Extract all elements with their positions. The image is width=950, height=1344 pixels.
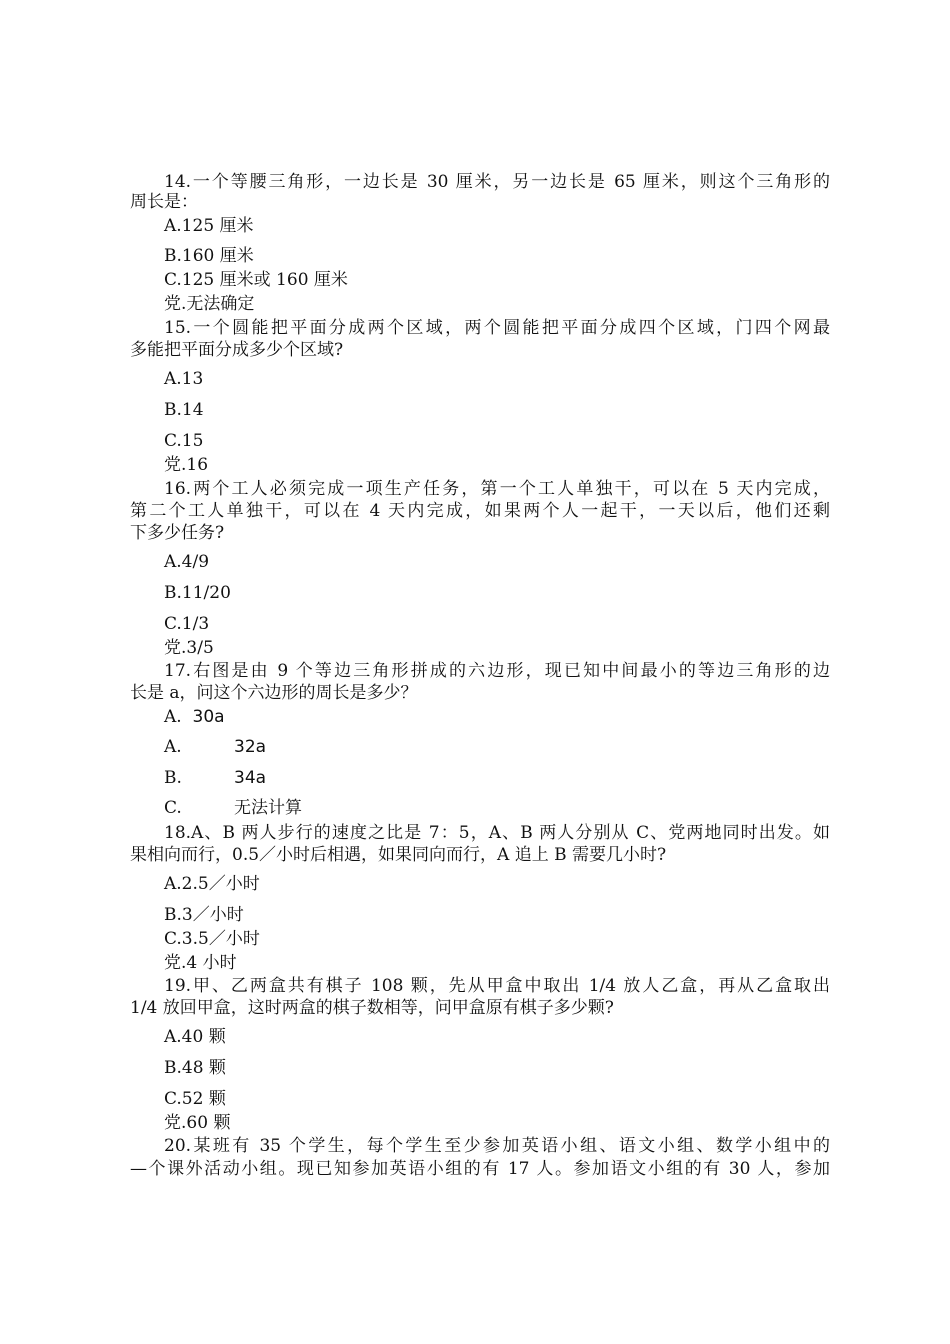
q17-option-3 bbox=[164, 768, 864, 788]
q18-option-b: B.3／小时 bbox=[164, 905, 244, 925]
q15-option-b: B.14 bbox=[164, 400, 204, 420]
q19-line1: 19.甲、乙两盒共有棋子 108 颗，先从甲盒中取出 1/4 放人乙盒，再从乙盒取出 bbox=[164, 976, 830, 996]
q17-option-2-value: 32a bbox=[234, 737, 267, 757]
q14-line2: 周长是： bbox=[130, 192, 198, 212]
q15-line2: 多能把平面分成多少个区域? bbox=[130, 340, 344, 360]
q17-option-4-value: 无法计算 bbox=[234, 798, 302, 818]
q14-option-b: B.160 厘米 bbox=[164, 246, 254, 266]
q14-option-a: A.125 厘米 bbox=[164, 216, 254, 236]
q17-option-1-value: 30a bbox=[192, 707, 225, 727]
q19-option-b: B.48 颗 bbox=[164, 1058, 226, 1078]
q18-option-d: 党.4 小时 bbox=[164, 953, 237, 973]
q19-option-d: 党.60 颗 bbox=[164, 1113, 231, 1133]
q14-option-d: 党.无法确定 bbox=[164, 294, 255, 314]
q20-line2: —个课外活动小组。现已知参加英语小组的有 17 人。参加语文小组的有 30 人，参加 bbox=[130, 1159, 830, 1179]
q14-line1: 14.一个等腰三角形，一边长是 30 厘米，另一边长是 65 厘米，则这个三角形的 bbox=[164, 172, 830, 192]
q14-option-c: C.125 厘米或 160 厘米 bbox=[164, 270, 348, 290]
q18-option-c: C.3.5／小时 bbox=[164, 929, 260, 949]
q17-option-3-value: 34a bbox=[234, 768, 267, 788]
q17-option-2-label: A. bbox=[164, 737, 182, 757]
q19-line2: 1/4 放回甲盒，这时两盒的棋子数相等，问甲盒原有棋子多少颗? bbox=[130, 998, 614, 1018]
q17-option-3-label: B. bbox=[164, 768, 182, 788]
q16-option-d: 党.3/5 bbox=[164, 638, 214, 658]
q17-option-2 bbox=[164, 737, 864, 757]
q15-option-c: C.15 bbox=[164, 431, 204, 451]
q15-option-d: 党.16 bbox=[164, 455, 209, 475]
q19-option-c: C.52 颗 bbox=[164, 1089, 226, 1109]
q17-line2: 长是 a，问这个六边形的周长是多少？ bbox=[130, 683, 418, 703]
q17-option-1-label: A. bbox=[164, 707, 182, 727]
q20-line1: 20.某班有 35 个学生，每个学生至少参加英语小组、语文小组、数学小组中的 bbox=[164, 1136, 830, 1156]
q16-option-a: A.4/9 bbox=[164, 552, 210, 572]
q18-line2: 果相向而行，0.5／小时后相遇，如果同向而行，A 追上 B 需要几小时? bbox=[130, 845, 667, 865]
q15-option-a: A.13 bbox=[164, 369, 204, 389]
q16-line2: 第二个工人单独干，可以在 4 天内完成，如果两个人一起干，一天以后，他们还剩 bbox=[130, 501, 830, 521]
q19-option-a: A.40 颗 bbox=[164, 1027, 226, 1047]
q18-line1: 18.A、B 两人步行的速度之比是 7：5，A、B 两人分别从 C、党两地同时出发。如 bbox=[164, 823, 830, 843]
q16-option-c: C.1/3 bbox=[164, 614, 210, 634]
q17-line1: 17.右图是由 9 个等边三角形拼成的六边形，现已知中间最小的等边三角形的边 bbox=[164, 661, 830, 681]
q16-line1: 16.两个工人必须完成一项生产任务，第一个工人单独干，可以在 5 天内完成， bbox=[164, 479, 830, 499]
q16-option-b: B.11/20 bbox=[164, 583, 231, 603]
q17-option-1 bbox=[164, 707, 864, 727]
q15-line1: 15.一个圆能把平面分成两个区域，两个圆能把平面分成四个区域，门四个网最 bbox=[164, 318, 830, 338]
q16-line3: 下多少任务? bbox=[130, 523, 225, 543]
q17-option-4 bbox=[164, 798, 864, 818]
q17-option-4-label: C. bbox=[164, 798, 182, 818]
q18-option-a: A.2.5／小时 bbox=[164, 874, 260, 894]
